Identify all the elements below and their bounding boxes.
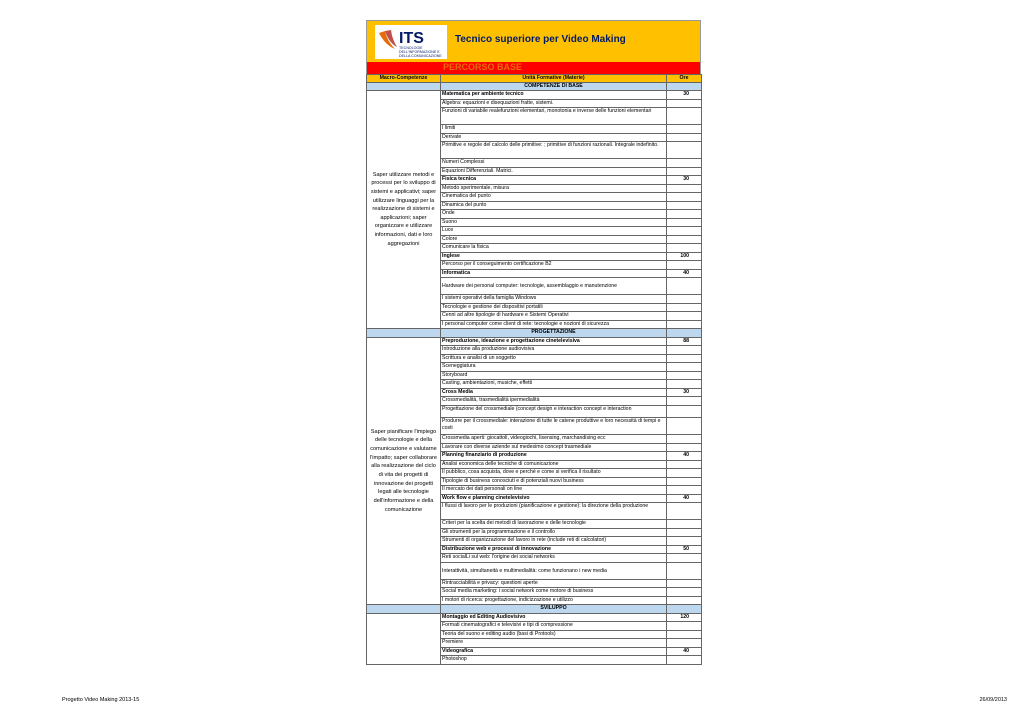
hours-cell	[667, 303, 702, 312]
sheet-header	[366, 20, 701, 62]
hours-cell	[667, 354, 702, 363]
course-topic: Crossmedialità, trasmedialità ipermedialità	[441, 397, 667, 406]
course-topic: Funzioni di variabile realefunzioni elementari, monotonia e inverse delle funzioni elementari	[441, 108, 667, 125]
course-topic: Cenni ad altre tipologie di hardware e Sistemi Operativi	[441, 312, 667, 321]
macro-competence	[367, 613, 441, 664]
hours-cell	[667, 244, 702, 253]
column-header-hours: Ore	[667, 75, 702, 83]
course-topic: Il mercato dei dati personali on line	[441, 486, 667, 495]
course-topic: Primitive e regole del calcolo delle primitive: ; primitive di funzioni razionali. Integrale indefinito.	[441, 142, 667, 159]
course-unit-title: Planning finanziario di produzione	[441, 452, 667, 461]
section-spacer	[667, 82, 702, 91]
course-topic: Social media marketing: i social network come motore di business	[441, 588, 667, 597]
course-unit-title: Inglese	[441, 252, 667, 261]
hours-cell: 50	[667, 545, 702, 554]
hours-cell	[667, 320, 702, 329]
hours-cell	[667, 159, 702, 168]
course-topic: Progettazione del crossmediale (concept design e interaction concept e interaction	[441, 405, 667, 418]
hours-cell	[667, 184, 702, 193]
logo-sub-3: DELLA COMUNICAZIONE	[399, 54, 442, 58]
course-topic: Il pubblico, cosa acquista, dove e perché e come si verifica il risultato	[441, 469, 667, 478]
hours-cell	[667, 622, 702, 631]
hours-cell	[667, 295, 702, 304]
course-topic: Onde	[441, 210, 667, 219]
section-header-row	[367, 82, 702, 91]
hours-cell	[667, 193, 702, 202]
hours-cell: 100	[667, 252, 702, 261]
section-spacer	[667, 605, 702, 614]
hours-cell	[667, 486, 702, 495]
course-topic: Derivate	[441, 133, 667, 142]
hours-cell	[667, 460, 702, 469]
course-topic: Cinematica del punto	[441, 193, 667, 202]
hours-cell: 40	[667, 452, 702, 461]
footer-date: 26/09/2013	[979, 697, 1007, 703]
hours-cell	[667, 579, 702, 588]
hours-cell	[667, 346, 702, 355]
section-title: PROGETTAZIONE	[441, 329, 667, 338]
course-topic: Reti socialLi sul web: l'origine dei social networks	[441, 554, 667, 563]
hours-cell	[667, 405, 702, 418]
course-topic: Premiere	[441, 639, 667, 648]
hours-cell	[667, 435, 702, 444]
course-topic: Equazioni Differenziali. Matrici.	[441, 167, 667, 176]
footer-project: Progetto Video Making 2013-15	[62, 697, 140, 703]
course-topic: I flussi di lavoro per le produzioni (pianificazione e gestione): la direzione della produzione	[441, 503, 667, 520]
course-topic: Tecnologie e gestione dei dispositivi portatili	[441, 303, 667, 312]
hours-cell	[667, 554, 702, 563]
course-unit-title: Preproduzione, ideazione e progettazione cinetelevisiva	[441, 337, 667, 346]
hours-cell	[667, 227, 702, 236]
hours-cell: 88	[667, 337, 702, 346]
course-topic: Interattività, simultaneità e multimedialità: come funzionano i new media	[441, 562, 667, 579]
table-row	[367, 337, 702, 346]
hours-cell	[667, 596, 702, 605]
hours-cell	[667, 108, 702, 125]
its-logo	[375, 25, 447, 59]
hours-cell	[667, 477, 702, 486]
course-topic: I personal computer come client di rete: tecnologie e nozioni di sicurezza	[441, 320, 667, 329]
course-table	[366, 74, 702, 665]
hours-cell	[667, 363, 702, 372]
course-topic: Suono	[441, 218, 667, 227]
course-unit-title: Montaggio ed Editing Audiovisivo	[441, 613, 667, 622]
course-sheet	[366, 20, 701, 665]
course-unit-title: Videografica	[441, 647, 667, 656]
course-topic: Hardware dei personal computer: tecnologie, assemblaggio e manutenzione	[441, 278, 667, 295]
hours-cell: 30	[667, 176, 702, 185]
course-unit-title: Informatica	[441, 269, 667, 278]
macro-competence: Saper pianificare l'impiego delle tecnologie e della comunicazione e valutarne l'impatto; saper collaborare alla realizzazione del ciclo di vita dei progetti di innovazione dei progetti legati alle tecnologie dell'informazione e della comunicazione	[367, 337, 441, 605]
course-topic: Tipologie di business conosciuti e di potenziali nuovi business	[441, 477, 667, 486]
table-row	[367, 613, 702, 622]
hours-cell	[667, 656, 702, 665]
hours-cell	[667, 639, 702, 648]
hours-cell	[667, 380, 702, 389]
course-band	[366, 62, 701, 74]
course-unit-title: Fisica tecnica	[441, 176, 667, 185]
hours-cell: 30	[667, 91, 702, 100]
course-topic: Numeri Complessi	[441, 159, 667, 168]
logo-sub-2: DELL'INFORMAZIONE E	[399, 50, 440, 54]
hours-cell	[667, 133, 702, 142]
course-topic: Gli strumenti per la programmazione e il controllo	[441, 528, 667, 537]
course-topic: Luce	[441, 227, 667, 236]
section-title: COMPETENZE DI BASE	[441, 82, 667, 91]
course-topic: Casting, ambientazioni, musiche, effetti	[441, 380, 667, 389]
hours-cell	[667, 261, 702, 270]
course-topic: Storyboard	[441, 371, 667, 380]
hours-cell	[667, 218, 702, 227]
course-topic: Sceneggiatura	[441, 363, 667, 372]
table-row	[367, 91, 702, 100]
hours-cell	[667, 520, 702, 529]
hours-cell	[667, 562, 702, 579]
band-label: PERCORSO BASE	[443, 62, 523, 72]
hours-cell: 30	[667, 388, 702, 397]
course-topic: Photoshop	[441, 656, 667, 665]
hours-cell	[667, 235, 702, 244]
course-topic: Percorso per il conseguimento certificazione B2	[441, 261, 667, 270]
page-title: Tecnico superiore per Video Making	[455, 34, 626, 45]
course-topic: I motori di ricerca: progettazione, indicizzazione e utilizzo	[441, 596, 667, 605]
hours-cell	[667, 418, 702, 435]
section-header-row	[367, 605, 702, 614]
hours-cell	[667, 278, 702, 295]
hours-cell	[667, 630, 702, 639]
course-topic: Analisi economica delle tecniche di comunicazione	[441, 460, 667, 469]
hours-cell	[667, 503, 702, 520]
course-topic: Colore	[441, 235, 667, 244]
course-topic: Introduzione alla produzione audiovisiva	[441, 346, 667, 355]
hours-cell	[667, 469, 702, 478]
hours-cell: 120	[667, 613, 702, 622]
hours-cell	[667, 210, 702, 219]
hours-cell	[667, 312, 702, 321]
hours-cell	[667, 99, 702, 108]
course-unit-title: Distribuzione web e processi di innovazione	[441, 545, 667, 554]
column-header-macro: Macro-Competenze	[367, 75, 441, 83]
course-topic: I limiti	[441, 125, 667, 134]
section-header-row	[367, 329, 702, 338]
hours-cell	[667, 537, 702, 546]
course-topic: Criteri per la scelta dei metodi di lavorazione e delle tecnologie	[441, 520, 667, 529]
hours-cell	[667, 588, 702, 597]
logo-text: ITS	[399, 30, 424, 47]
course-unit-title: Work flow e planning cinetelevisivo	[441, 494, 667, 503]
course-topic: Dinamica del punto	[441, 201, 667, 210]
course-topic: Rintracciabilità e privacy: questioni aperte	[441, 579, 667, 588]
course-topic: I sistemi operativi della famiglia Windows	[441, 295, 667, 304]
hours-cell	[667, 125, 702, 134]
macro-competence: Saper utilizzare metodi e processi per lo sviluppo di sistemi e applicativi; saper utilizzare linguaggi per la realizzazione di sistemi e applicazioni; saper organizzare e utilizzare informazioni, dati e loro aggregazioni	[367, 91, 441, 329]
hours-cell: 40	[667, 647, 702, 656]
course-table-body	[367, 75, 702, 665]
course-unit-title: Matematica per ambiente tecnico	[441, 91, 667, 100]
hours-cell	[667, 371, 702, 380]
section-spacer	[367, 82, 441, 91]
hours-cell	[667, 528, 702, 537]
course-topic: Metodo sperimentale, misura	[441, 184, 667, 193]
section-title: SVILUPPO	[441, 605, 667, 614]
table-header-row	[367, 75, 702, 83]
hours-cell	[667, 142, 702, 159]
course-topic: Scrittura e analisi di un soggetto	[441, 354, 667, 363]
hours-cell: 40	[667, 269, 702, 278]
logo-sub-1: TECNOLOGIE	[399, 46, 423, 50]
hours-cell	[667, 201, 702, 210]
course-topic: Crossmedia aperti: giocattoli, videogiochi, lisensing, marchandising ecc	[441, 435, 667, 444]
course-topic: Formati cinematografici e televisivi e tipi di compressione	[441, 622, 667, 631]
course-topic: Comunicare la fisica	[441, 244, 667, 253]
section-spacer	[367, 329, 441, 338]
course-topic: Algebra: equazioni e disequazioni fratte, sistemi.	[441, 99, 667, 108]
hours-cell	[667, 167, 702, 176]
course-topic: Strumenti di organizzazione del lavoro in rete (include reti di calcolatori)	[441, 537, 667, 546]
course-topic: Lavorare con diverse aziende sul medesimo concept trasmediale	[441, 443, 667, 452]
hours-cell	[667, 397, 702, 406]
section-spacer	[667, 329, 702, 338]
hours-cell: 40	[667, 494, 702, 503]
section-spacer	[367, 605, 441, 614]
hours-cell	[667, 443, 702, 452]
course-unit-title: Cross Media	[441, 388, 667, 397]
course-topic: Produrre per il crossmediale: interazione di tutte le catene produttive e loro necessità di tempi e costi	[441, 418, 667, 435]
column-header-units: Unità Formative (Materie)	[441, 75, 667, 83]
course-topic: Teoria del suono e editing audio (basi di Protools)	[441, 630, 667, 639]
